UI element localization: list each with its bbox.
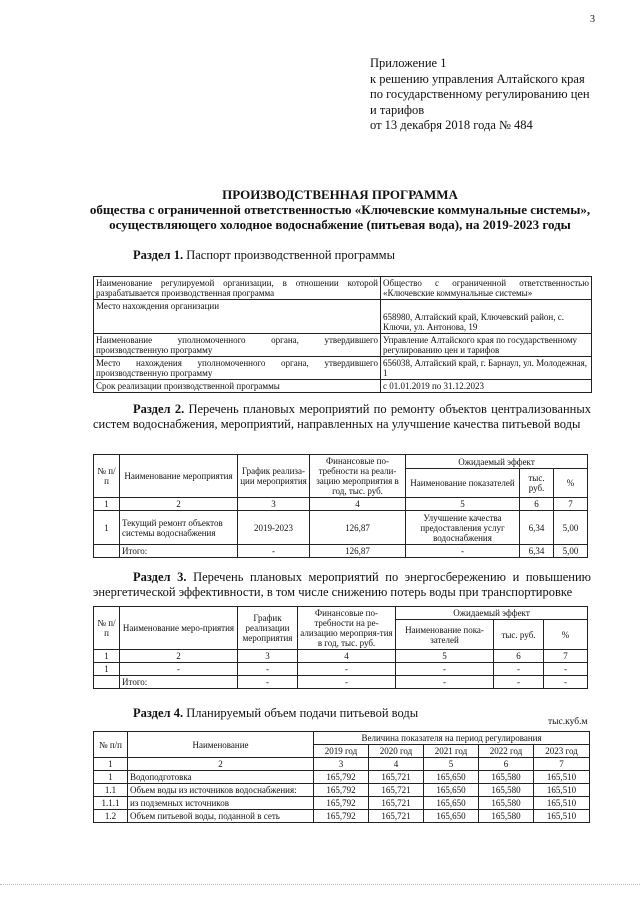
table-total-row [94, 676, 588, 689]
table-row [94, 300, 592, 334]
table-cell: 1.1 [94, 784, 128, 797]
column-header: Наименование пока-зателей [396, 620, 494, 650]
table-cell: 165,792 [314, 784, 369, 797]
column-header: % [554, 469, 588, 498]
table-row [94, 771, 590, 784]
table-cell: - [120, 663, 238, 676]
scan-edge-divider [0, 884, 640, 885]
table-header-row [94, 607, 588, 620]
table-row [94, 277, 592, 300]
column-header: тыс. руб. [494, 620, 544, 650]
column-header: Ожидаемый эффект [406, 455, 588, 469]
table-row [94, 334, 592, 357]
table-cell: Управление Алтайского края по государственному регулированию цен и тарифов [381, 334, 592, 357]
table-cell: 7 [534, 758, 590, 771]
table-cell: 165,792 [314, 771, 369, 784]
table-cell: 165,792 [314, 810, 369, 823]
table-cell: из подземных источников [128, 797, 314, 810]
table-cell: 3 [238, 650, 298, 663]
table-cell: 5,00 [554, 545, 588, 558]
table-cell [94, 545, 120, 558]
table-row [94, 663, 588, 676]
table-cell: 165,650 [424, 771, 479, 784]
column-header: Финансовые по-требности на реали-зацию мероприятия в год, тыс. руб. [310, 455, 406, 498]
column-header: Наименование мероприятия [120, 455, 238, 498]
table-cell: Наименование регулируемой организации, в отношении которой разрабатывается производственная программа [94, 277, 381, 300]
section2-heading: Раздел 2. Перечень плановых мероприятий по ремонту объектов централизованных систем водоснабжения, мероприятий, направленных на улучшение качества питьевой воды [93, 402, 591, 431]
appendix-line: к решению управления Алтайского края [370, 71, 585, 86]
table-cell: 165,721 [369, 797, 424, 810]
table-cell: - [406, 545, 520, 558]
table-cell: - [238, 545, 310, 558]
table-cell: 165,650 [424, 784, 479, 797]
table-cell: 658980, Алтайский край, Ключевский район, с. Ключи, ул. Антонова, 19 [381, 300, 592, 334]
table-cell: Текущий ремонт объектов системы водоснабжения [120, 511, 238, 545]
table-cell: 1.1.1 [94, 797, 128, 810]
table-cell [94, 676, 120, 689]
table-cell: Объем воды из источников водоснабжения: [128, 784, 314, 797]
table-row [94, 784, 590, 797]
title-line-2: общества с ограниченной ответственностью «Ключевские коммунальные системы», [89, 202, 591, 217]
table-cell: 165,721 [369, 771, 424, 784]
table-cell: 165,650 [424, 797, 479, 810]
table-row [94, 498, 588, 511]
table-cell: - [494, 663, 544, 676]
table-cell: Водоподготовка [128, 771, 314, 784]
appendix-line: по государственному регулированию цен [370, 87, 590, 101]
table-cell: - [238, 676, 298, 689]
table-cell: 5,00 [554, 511, 588, 545]
title-line-3: осуществляющего холодное водоснабжение (питьевая вода), на 2019-2023 годы [109, 217, 571, 232]
table-cell: 4 [298, 650, 396, 663]
column-header: Величина показателя на период регулирования [314, 732, 590, 745]
table-cell: 656038, Алтайский край, г. Барнаул, ул. Молодежная, 1 [381, 357, 592, 380]
column-header: 2021 год [424, 745, 479, 758]
column-header: 2022 год [479, 745, 534, 758]
table-cell: 3 [238, 498, 310, 511]
table-cell: 1 [94, 498, 120, 511]
table-cell: Место нахождения уполномоченного органа, утвердившего производственную программу [94, 357, 381, 380]
table-cell: 2 [128, 758, 314, 771]
column-header: Ожидаемый эффект [396, 607, 588, 620]
column-header: 2020 год [369, 745, 424, 758]
unit-label: тыс.куб.м [548, 717, 588, 727]
table-cell: 4 [310, 498, 406, 511]
section3-heading: Раздел 3. Перечень плановых мероприятий по энергосбережению и повышению энергетической эффективности, в том числе снижению потерь воды при транспортировке [93, 570, 591, 599]
table-cell: 7 [544, 650, 588, 663]
table-cell: 165,650 [424, 810, 479, 823]
table-cell: 2 [120, 650, 238, 663]
table-cell: 5 [406, 498, 520, 511]
table-cell: 1 [94, 758, 128, 771]
table-cell: 1 [94, 511, 120, 545]
table-cell: Объем питьевой воды, поданной в сеть [128, 810, 314, 823]
table-cell: 1 [94, 650, 120, 663]
column-header: Наименование меро-приятия [120, 607, 238, 650]
table-cell: - [396, 663, 494, 676]
table-row [94, 650, 588, 663]
table-cell: 1 [94, 771, 128, 784]
title-line-1: ПРОИЗВОДСТВЕННАЯ ПРОГРАММА [222, 187, 458, 202]
table-cell: с 01.01.2019 по 31.12.2023 [381, 380, 592, 393]
section1-heading: Раздел 1. Паспорт производственной программы [133, 248, 395, 262]
table-cell: 165,510 [534, 784, 590, 797]
table-cell: 165,510 [534, 771, 590, 784]
table-cell: Срок реализации производственной программы [94, 380, 381, 393]
table-cell: 165,721 [369, 810, 424, 823]
table-row [94, 511, 588, 545]
table-cell: 5 [424, 758, 479, 771]
table-cell: Общество с ограниченной ответственностью «Ключевские коммунальные системы» [381, 277, 592, 300]
table-row [94, 357, 592, 380]
column-header: График реализа-ции мероприятия [238, 455, 310, 498]
table-cell: 6,34 [520, 511, 554, 545]
passport-table [93, 276, 592, 393]
table-cell: 1.2 [94, 810, 128, 823]
table-cell: 6,34 [520, 545, 554, 558]
repair-measures-table [93, 454, 588, 558]
table-cell: - [544, 663, 588, 676]
table-cell: 2 [120, 498, 238, 511]
table-cell: - [396, 676, 494, 689]
appendix-block [370, 56, 590, 134]
table-cell: 7 [554, 498, 588, 511]
table-cell: 165,510 [534, 797, 590, 810]
table-header-row [94, 455, 588, 469]
energy-measures-table [93, 606, 588, 689]
page-number: 3 [590, 14, 595, 25]
table-cell: - [238, 663, 298, 676]
table-row [94, 380, 592, 393]
table-cell: 4 [369, 758, 424, 771]
column-header: Наименование [128, 732, 314, 758]
table-cell: Итого: [120, 676, 238, 689]
table-cell: 3 [314, 758, 369, 771]
table-cell: Место нахождения организации [94, 300, 381, 334]
column-header: 2019 год [314, 745, 369, 758]
table-cell: 6 [494, 650, 544, 663]
column-header: тыс. руб. [520, 469, 554, 498]
table-row [94, 758, 590, 771]
table-header-row [94, 732, 590, 745]
table-cell: 5 [396, 650, 494, 663]
table-cell: 126,87 [310, 545, 406, 558]
table-cell: 165,721 [369, 784, 424, 797]
table-cell: Улучшение качества предоставления услуг водоснабжения [406, 511, 520, 545]
table-cell: - [298, 663, 396, 676]
table-cell: 165,580 [479, 797, 534, 810]
table-row [94, 810, 590, 823]
table-cell: 165,580 [479, 810, 534, 823]
table-cell: Наименование уполномоченного органа, утвердившего производственную программу [94, 334, 381, 357]
table-cell: - [544, 676, 588, 689]
table-cell: - [494, 676, 544, 689]
column-header: № п/п [94, 732, 128, 758]
column-header: Наименование показателей [406, 469, 520, 498]
table-cell: 6 [520, 498, 554, 511]
column-header: % [544, 620, 588, 650]
column-header: № п/п [94, 607, 120, 650]
appendix-line: от 13 декабря 2018 года № 484 [370, 118, 533, 132]
table-cell: 165,580 [479, 784, 534, 797]
appendix-line: и тарифов [370, 102, 425, 117]
table-cell: 6 [479, 758, 534, 771]
table-cell: 126,87 [310, 511, 406, 545]
table-cell: 165,510 [534, 810, 590, 823]
table-cell: 2019-2023 [238, 511, 310, 545]
water-volume-table [93, 731, 590, 823]
section4-heading: Раздел 4. Планируемый объем подачи питьевой воды [133, 706, 419, 720]
table-cell: - [298, 676, 396, 689]
table-cell: 165,792 [314, 797, 369, 810]
appendix-line: Приложение 1 [370, 56, 447, 70]
document-title [80, 187, 600, 232]
column-header: 2023 год [534, 745, 590, 758]
column-header: График реализации мероприятия [238, 607, 298, 650]
column-header: Финансовые по-требности на ре-ализацию мероприя-тия в год, тыс. руб. [298, 607, 396, 650]
table-row [94, 797, 590, 810]
column-header: № п/п [94, 455, 120, 498]
table-cell: Итого: [120, 545, 238, 558]
table-total-row [94, 545, 588, 558]
table-cell: 165,580 [479, 771, 534, 784]
table-cell: 1 [94, 663, 120, 676]
